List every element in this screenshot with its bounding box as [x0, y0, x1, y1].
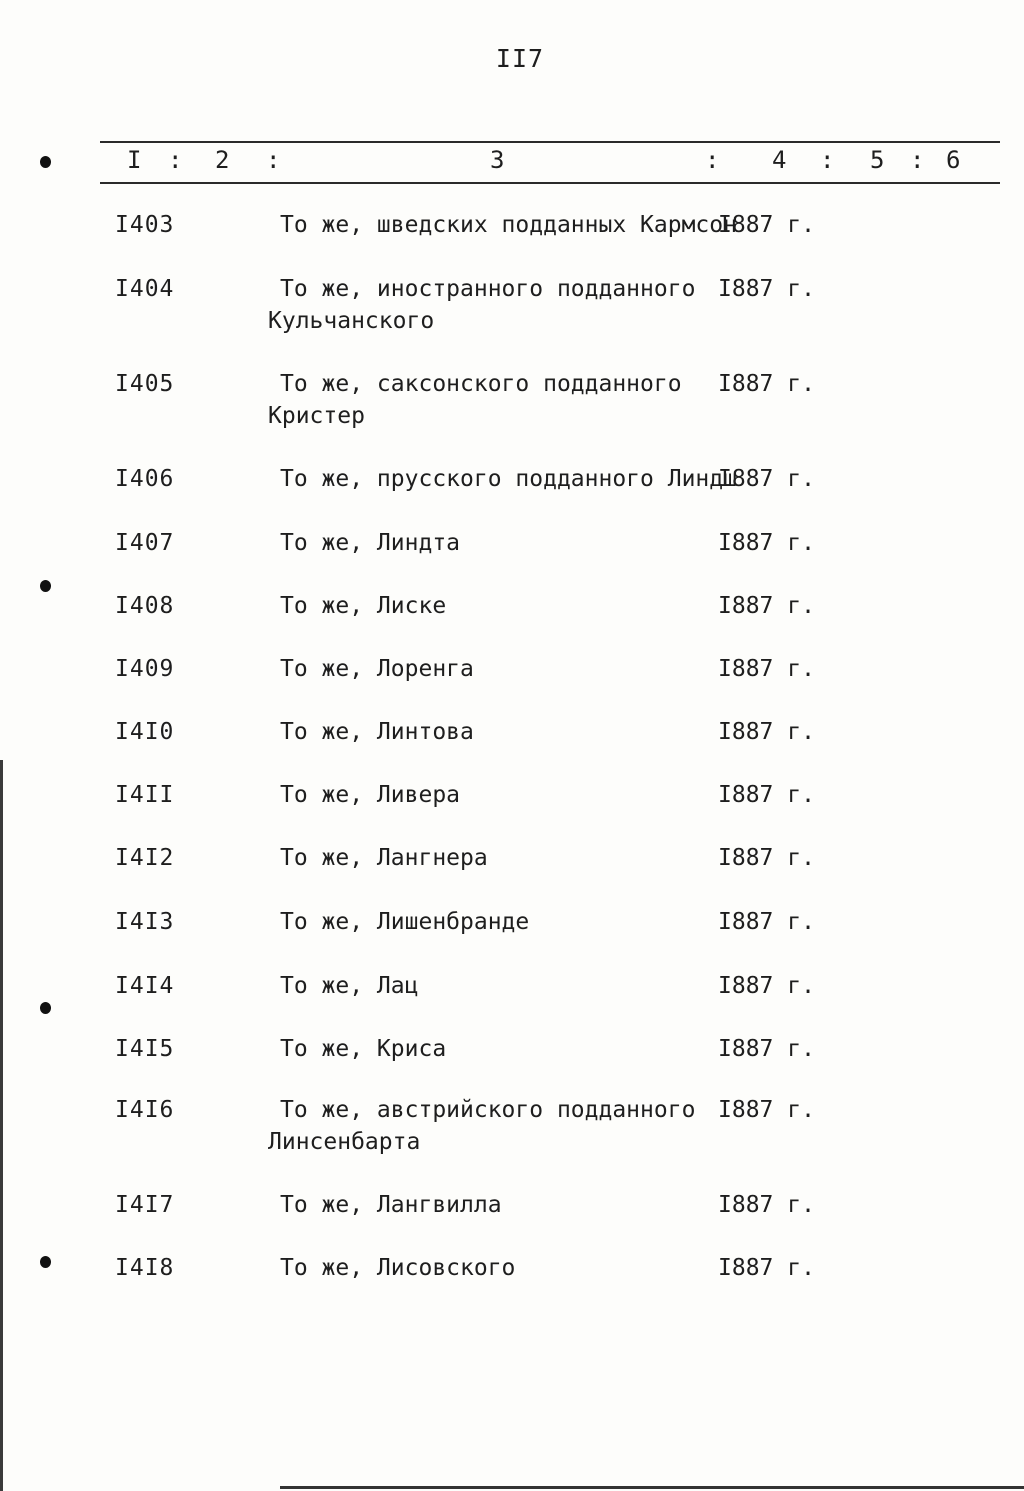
record-description [268, 276, 720, 334]
binding-hole [40, 580, 51, 592]
record-year: I887 г. [718, 909, 815, 935]
record-number: I4I3 [115, 909, 175, 935]
record-description [280, 1255, 720, 1287]
column-header-2: 2 [215, 146, 230, 174]
record-number: I4I7 [115, 1192, 175, 1218]
record-year: I887 г. [718, 371, 815, 397]
column-header-3: 3 [490, 146, 505, 174]
description-text: То же, Линдта [280, 530, 461, 556]
record-number: I403 [115, 212, 175, 238]
record-number: I4I8 [115, 1255, 175, 1281]
record-description [280, 782, 720, 814]
record-number: I4I2 [115, 845, 175, 871]
description-text: То же, Лангнера [280, 845, 488, 871]
description-continuation: Кульчанского [268, 308, 435, 334]
record-number: I408 [115, 593, 175, 619]
record-description [280, 530, 720, 562]
table-header [0, 146, 1024, 178]
description-text: То же, шведских подданных Кармсон [280, 212, 737, 238]
description-text: То же, Линтова [280, 719, 474, 745]
record-year: I887 г. [718, 276, 815, 302]
record-description [280, 466, 737, 498]
page-number: II7 [495, 44, 545, 73]
column-header-5: 5 [870, 146, 885, 174]
record-year: I887 г. [718, 466, 815, 492]
record-number: I407 [115, 530, 175, 556]
record-description [268, 1097, 720, 1155]
record-description [280, 973, 720, 1005]
description-continuation: Линсенбарта [268, 1129, 421, 1155]
record-year: I887 г. [718, 719, 815, 745]
description-continuation: Кристер [268, 403, 365, 429]
description-text: То же, прусского подданного Линдш [280, 466, 737, 492]
record-year: I887 г. [718, 1097, 815, 1123]
description-text: То же, саксонского подданного [280, 371, 682, 397]
binding-hole [40, 1002, 51, 1014]
binding-hole [40, 1256, 51, 1268]
description-text: То же, Лиске [280, 593, 447, 619]
record-description [268, 371, 720, 429]
record-number: I4II [115, 782, 175, 808]
column-separator: : [266, 146, 281, 174]
description-text: То же, иностранного подданного [280, 276, 696, 302]
column-header-6: 6 [946, 146, 961, 174]
record-year: I887 г. [718, 845, 815, 871]
record-description [280, 909, 720, 941]
description-text: То же, Лангвилла [280, 1192, 502, 1218]
column-header-1: I [127, 146, 142, 174]
record-year: I887 г. [718, 656, 815, 682]
header-rule-top [100, 141, 1000, 143]
record-year: I887 г. [718, 1192, 815, 1218]
description-text: То же, Лисовского [280, 1255, 516, 1281]
description-text: То же, австрийского подданного [280, 1097, 696, 1123]
record-number: I4I6 [115, 1097, 175, 1123]
record-year: I887 г. [718, 1036, 815, 1062]
bottom-edge-line [280, 1486, 1024, 1489]
record-description [280, 1192, 720, 1224]
record-description [280, 1036, 720, 1068]
record-description [280, 656, 720, 688]
column-separator: : [910, 146, 925, 174]
left-edge-line [0, 760, 3, 1491]
record-number: I4I4 [115, 973, 175, 999]
record-number: I406 [115, 466, 175, 492]
record-year: I887 г. [718, 212, 815, 238]
record-year: I887 г. [718, 530, 815, 556]
column-separator: : [820, 146, 835, 174]
record-description [280, 719, 720, 751]
record-number: I409 [115, 656, 175, 682]
description-text: То же, Лац [280, 973, 419, 999]
column-separator: : [168, 146, 183, 174]
record-number: I4I5 [115, 1036, 175, 1062]
record-year: I887 г. [718, 1255, 815, 1281]
record-description [280, 212, 737, 244]
header-rule-bottom [100, 182, 1000, 184]
description-text: То же, Ливера [280, 782, 461, 808]
column-header-4: 4 [772, 146, 787, 174]
column-separator: : [705, 146, 720, 174]
record-year: I887 г. [718, 593, 815, 619]
description-text: То же, Лоренга [280, 656, 474, 682]
record-description [280, 845, 720, 877]
record-number: I405 [115, 371, 175, 397]
record-year: I887 г. [718, 782, 815, 808]
description-text: То же, Лишенбранде [280, 909, 530, 935]
description-text: То же, Криса [280, 1036, 447, 1062]
record-number: I4I0 [115, 719, 175, 745]
record-description [280, 593, 720, 625]
record-number: I404 [115, 276, 175, 302]
record-year: I887 г. [718, 973, 815, 999]
